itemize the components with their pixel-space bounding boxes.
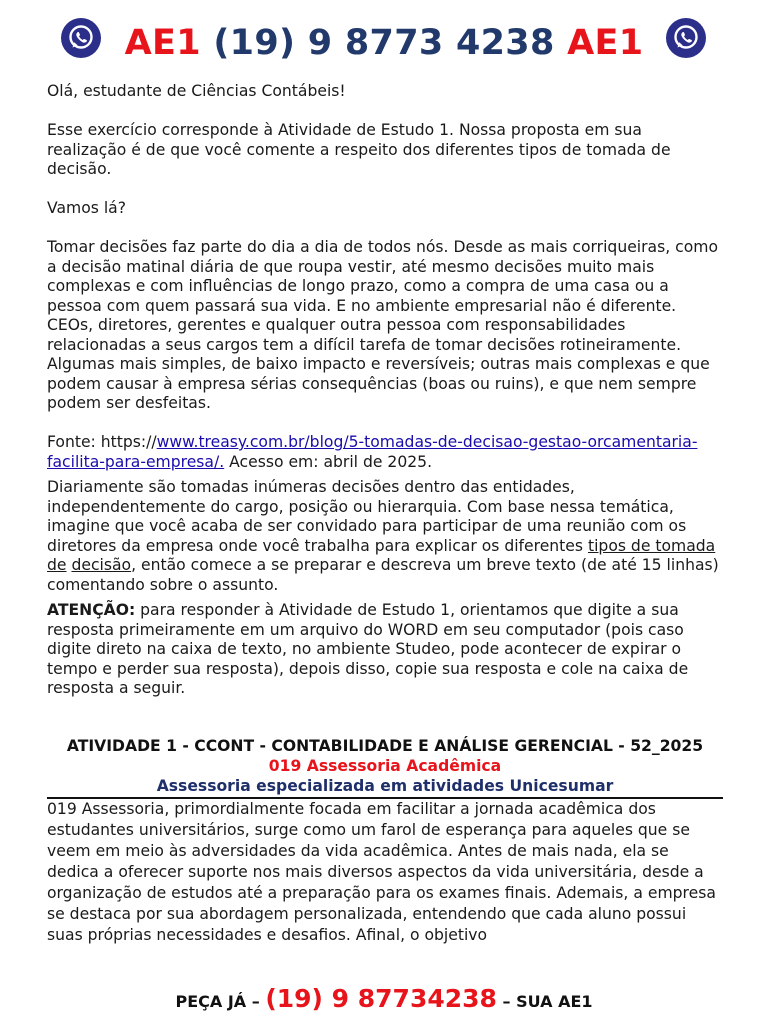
company-name: 019 Assessoria Acadêmica <box>268 756 502 775</box>
whatsapp-icon[interactable] <box>666 18 706 58</box>
source-label: Fonte: https:// <box>47 433 157 451</box>
header-phone-title <box>125 23 644 63</box>
contact-header <box>0 14 768 70</box>
attention-text: para responder à Atividade de Estudo 1, orientamos que digite a sua resposta primeiramente em um arquivo do WORD em seu computador (pois caso digite direto na caixa de texto, no ambiente Studeo, pode acontecer de expirar o tempo e perder sua resposta), depois disso, copie sua resposta e cole na caixa de resposta a seguir. <box>47 601 689 697</box>
activity-header <box>47 737 723 796</box>
task-underlined-tipos: tipos de tomada de <box>47 536 716 574</box>
intro-paragraph: Esse exercício corresponde à Atividade de Estudo 1. Nossa proposta em sua realização é de que você comente a respeito dos diferentes tipos de tomada de decisão. <box>47 121 671 178</box>
whatsapp-icon[interactable] <box>61 18 101 58</box>
task-text-after: , então comece a se preparar e descreva um breve texto (de até 15 linhas) comentando sobre o assunto. <box>47 556 719 594</box>
header-phone[interactable]: (19) 9 8773 4238 <box>213 23 555 63</box>
header-suffix: AE1 <box>567 23 644 63</box>
context-paragraph: Tomar decisões faz parte do dia a dia de todos nós. Desde as mais corriqueiras, como a decisão matinal diária de que roupa vestir, até mesmo decisões muito mais complexas e com influências de longo prazo, como a compra de uma casa ou a pessoa com quem passará sua vida. E no ambiente empresarial não é diferente. CEOs, diretores, gerentes e qualquer outra pessoa com responsabilidades relacionadas a seus cargos tem a difícil tarefa de tomar decisões rotineiramente. Algumas mais simples, de baixo impacto e reversíveis; outras mais complexas e que podem causar à empresa sérias consequências (boas ou ruins), e que nem sempre podem ser desfeitas. <box>47 238 718 412</box>
header-prefix: AE1 <box>124 23 201 63</box>
source-accessed: Acesso em: abril de 2025. <box>224 452 433 471</box>
source-link[interactable]: www.treasy.com.br/blog/5-tomadas-de-decisao-gestao-orcamentaria-facilita-para-empresa/. <box>47 433 698 471</box>
vamos-la: Vamos lá? <box>47 199 126 217</box>
footer-suffix: – SUA AE1 <box>502 992 593 1011</box>
activity-title: ATIVIDADE 1 - CCONT - CONTABILIDADE E ANÁLISE GERENCIAL - 52_2025 <box>66 736 704 755</box>
task-paragraph <box>47 478 723 595</box>
company-description: 019 Assessoria, primordialmente focada em facilitar a jornada acadêmica dos estudantes universitários, surge como um farol de esperança para aqueles que se veem em meio às adversidades da vida acadêmica. Antes de mais nada, ela se dedica a oferecer suporte nos mais diversos aspectos da vida universitária, desde a organização de estudos até a preparação para os exames finais. Ademais, a empresa se destaca por sua abordagem personalizada, entendendo que cada aluno possui suas próprias necessidades e desafios. Afinal, o objetivo <box>47 799 716 944</box>
task-text-before: Diariamente são tomadas inúmeras decisões dentro das entidades, independentemente do cargo, posição ou hierarquia. Com base nessa temática, imagine que você acaba de ser convidado para participar de uma reunião com os diretores da empresa onde você trabalha para explicar os diferentes <box>47 478 687 555</box>
footer-phone[interactable]: (19) 9 87734238 <box>265 984 497 1013</box>
document-body <box>47 82 723 946</box>
footer-prefix: PEÇA JÁ – <box>175 992 260 1011</box>
company-tagline: Assessoria especializada em atividades Unicesumar <box>156 776 614 795</box>
footer-cta <box>0 984 768 1013</box>
attention-label: ATENÇÃO: <box>47 601 136 619</box>
greeting: Olá, estudante de Ciências Contábeis! <box>47 82 346 100</box>
attention-paragraph <box>47 601 723 699</box>
task-underlined-decisao: decisão <box>71 556 132 574</box>
source-line <box>47 433 723 472</box>
